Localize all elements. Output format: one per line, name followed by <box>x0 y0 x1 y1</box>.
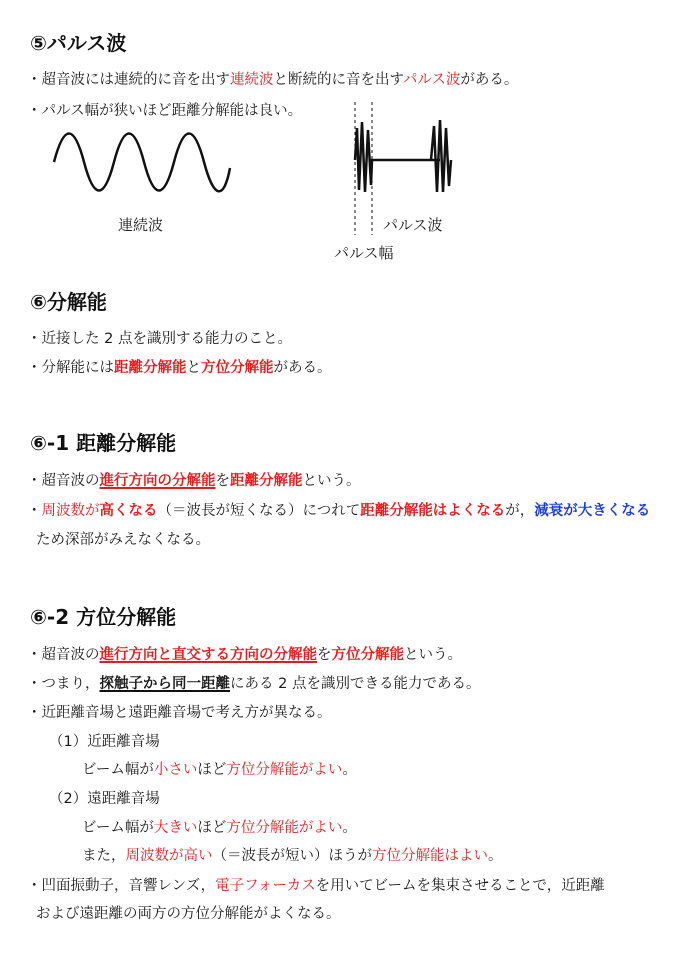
section-title-pulse-wave: ⑤パルス波 <box>30 31 127 55</box>
text: を <box>317 647 332 663</box>
text: がある。 <box>460 72 519 88</box>
term-attenuation: 減衰が大きくなる <box>534 503 651 519</box>
term-axial-resolution: 距離分解能 <box>114 360 187 376</box>
text: ・分解能には <box>27 360 114 376</box>
term-same-distance: 探触子から同一距離 <box>99 676 230 692</box>
text: ビーム幅が <box>82 762 154 778</box>
text: 。 <box>342 762 357 778</box>
term-lateral-better: 方位分解能はよい <box>372 848 488 864</box>
text: にある 2 点を識別できる能力である。 <box>230 676 481 692</box>
text-line: ・近距離音場と遠距離音場で考え方が異なる。 <box>27 705 332 721</box>
term-small: 小さい <box>153 762 198 778</box>
term-lateral-good: 方位分解能がよい <box>226 762 343 778</box>
continuous-wave-diagram <box>52 128 232 198</box>
term-electronic-focus: 電子フォーカス <box>215 878 316 894</box>
text: を用いてビームを集束させることで，近距離 <box>315 878 605 894</box>
term-higher: 高くなる <box>99 503 158 519</box>
text-line: ・パルス幅が狭いほど距離分解能は良い。 <box>27 103 303 119</box>
term-large: 大きい <box>153 820 198 836</box>
text-line <box>27 876 605 896</box>
list-heading-near-field: （1）近距離音場 <box>49 734 160 750</box>
text-line: ・近接した 2 点を識別する能力のこと。 <box>27 331 292 347</box>
term-perpendicular-direction: 進行方向と直交する方向の分解能 <box>99 647 317 663</box>
section-title-lateral-resolution: ⑥-2 方位分解能 <box>30 605 177 629</box>
text-line <box>82 818 357 838</box>
text-line <box>82 846 503 866</box>
term-pulse-wave: パルス波 <box>402 72 461 88</box>
text: という。 <box>302 473 361 489</box>
text: ほど <box>197 820 227 836</box>
text-line <box>27 471 361 491</box>
text: ・超音波の <box>27 647 100 663</box>
text: （＝波長が短くなる）につれて <box>157 503 361 519</box>
text: ・つまり， <box>27 676 100 692</box>
text: ・凹面振動子，音響レンズ， <box>27 878 216 894</box>
caption-pulse-width: パルス幅 <box>334 244 394 262</box>
text-line <box>27 70 518 90</box>
text: 。 <box>488 848 503 864</box>
term-axial-resolution: 距離分解能 <box>230 473 303 489</box>
section-title-axial-resolution: ⑥-1 距離分解能 <box>30 431 177 455</box>
text-line: および遠距離の両方の方位分解能がよくなる。 <box>36 906 341 922</box>
text: と断続的に音を出す <box>273 72 403 88</box>
text-line <box>27 358 332 378</box>
term-axial-better: 距離分解能はよくなる <box>360 503 506 519</box>
text: ビーム幅が <box>82 820 154 836</box>
text: ほど <box>197 762 227 778</box>
term-lateral-resolution: 方位分解能 <box>201 360 274 376</box>
term-lateral-resolution: 方位分解能 <box>331 647 404 663</box>
text: （＝波長が短い）ほうが <box>212 848 372 864</box>
text: 。 <box>342 820 357 836</box>
text: と <box>186 360 201 376</box>
term-frequency: 周波数が <box>41 503 100 519</box>
text: が， <box>505 503 535 519</box>
term-lateral-good: 方位分解能がよい <box>226 820 343 836</box>
term-continuous-wave: 連続波 <box>230 72 274 88</box>
text: がある。 <box>273 360 332 376</box>
text: ・超音波には連続的に音を出す <box>27 72 230 88</box>
text: という。 <box>404 647 462 663</box>
text-line: ため深部がみえなくなる。 <box>36 532 210 548</box>
text: ・超音波の <box>27 473 100 489</box>
caption-pulse-wave: パルス波 <box>383 216 443 234</box>
list-heading-far-field: （2）遠距離音場 <box>49 791 160 807</box>
text: また， <box>82 848 126 864</box>
section-title-resolution: ⑥分解能 <box>30 290 107 314</box>
term-direction-of-travel: 進行方向の分解能 <box>99 473 216 489</box>
text-line <box>27 645 462 665</box>
term-high-frequency: 周波数が高い <box>125 848 213 864</box>
text-line <box>82 760 357 780</box>
text: を <box>215 473 230 489</box>
text-line <box>27 674 480 694</box>
text: ・ <box>27 503 42 519</box>
text-line <box>27 501 650 521</box>
caption-continuous-wave: 連続波 <box>118 216 164 234</box>
